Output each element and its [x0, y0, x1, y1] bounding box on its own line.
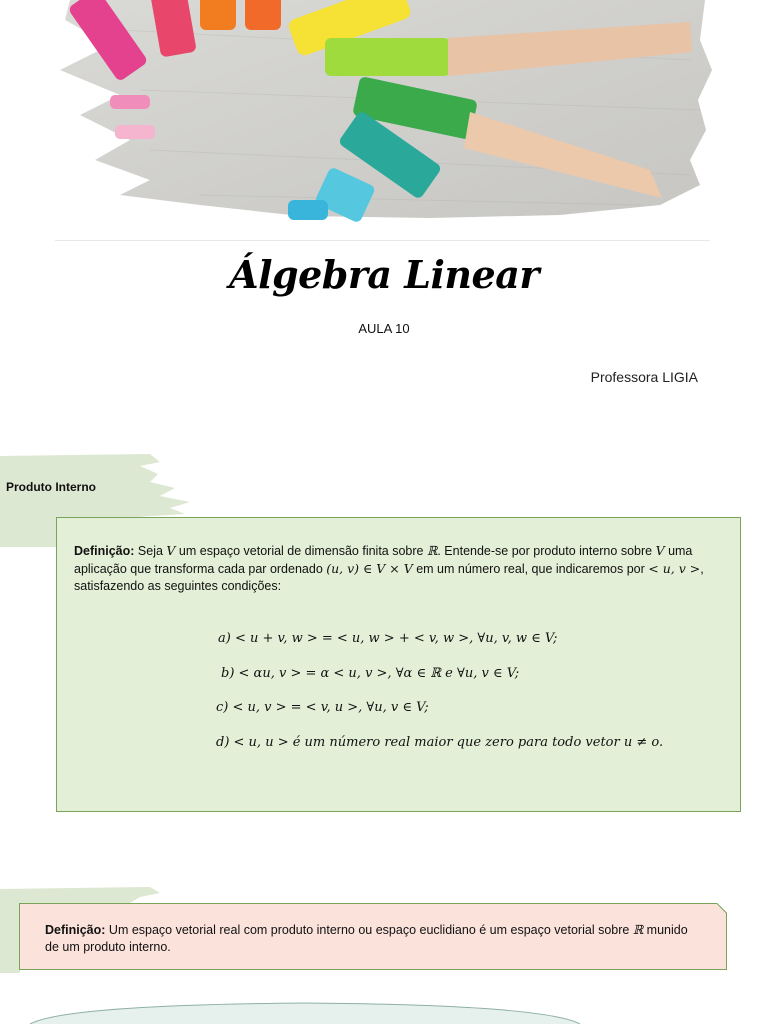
math-expression: (u, v) ∈ V × V [326, 561, 413, 576]
bottom-shape [25, 1000, 585, 1024]
page-title: Álgebra Linear [229, 252, 539, 297]
professor-name: Professora LIGIA [590, 369, 698, 385]
definition-text-part: uma aplicação que transforma cada par ordenado [74, 544, 693, 576]
definition-text-part: . Entende-se por produto interno sobre [437, 544, 656, 558]
definition-text-part: um espaço vetorial de dimensão finita sobre [175, 544, 427, 558]
condition-d: d) < u, u > é um número real maior que zero para todo vetor u ≠ o. [216, 735, 664, 750]
math-symbol: ℝ [426, 543, 438, 558]
lesson-number: AULA 10 [358, 321, 410, 336]
definition-text-part: , satisfazendo as seguintes condições: [74, 562, 704, 593]
euclidean-definition-text [45, 921, 705, 956]
hero-image [0, 0, 768, 225]
definition-text-part: Seja [134, 544, 167, 558]
math-expression: < u, v > [648, 561, 701, 576]
definition-box [56, 517, 741, 812]
definition-text-part: Um espaço vetorial real com produto interno ou espaço euclidiano é um espaço vetorial sobre [105, 923, 633, 937]
header-divider [55, 240, 710, 241]
definition-text [74, 542, 726, 595]
definition-label: Definição: [45, 923, 106, 937]
math-symbol: ℝ [632, 922, 644, 937]
pencils-illustration [0, 0, 768, 225]
math-symbol: V [166, 543, 176, 558]
condition-c: c) < u, v > = < v, u >, ∀u, v ∈ V; [216, 700, 429, 715]
section-title: Produto Interno [6, 480, 96, 494]
condition-a: a) < u + v, w > = < u, w > + < v, w >, ∀u, v, w ∈ V; [218, 631, 558, 646]
definition-label: Definição: [74, 544, 135, 558]
math-symbol: V [655, 543, 665, 558]
definition-text-part: munido de um produto interno. [45, 923, 688, 954]
definition-text-part: em um número real, que indicaremos por [412, 562, 649, 576]
condition-b: b) < αu, v > = α < u, v >, ∀α ∈ ℝ e ∀u, v ∈ V; [221, 666, 520, 681]
